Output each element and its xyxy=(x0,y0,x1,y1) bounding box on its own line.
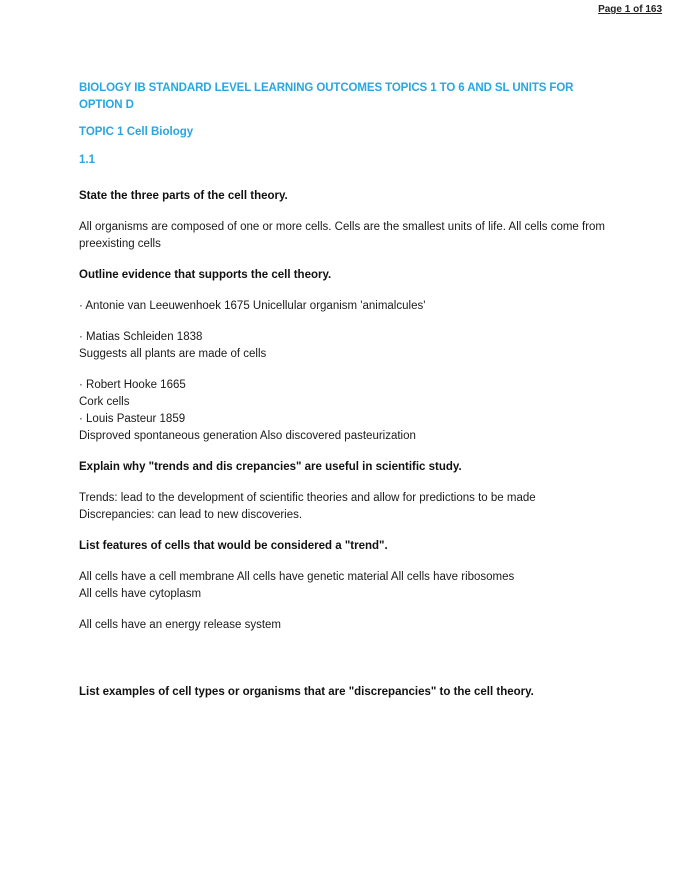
answer-paragraph: All cells have a cell membrane All cells have genetic material All cells have ribosomes xyxy=(79,571,515,583)
question-heading: State the three parts of the cell theory. xyxy=(79,190,288,202)
question-heading: List examples of cell types or organisms that are "discrepancies" to the cell theory. xyxy=(79,686,534,698)
topic-heading: TOPIC 1 Cell Biology xyxy=(79,126,194,138)
evidence-item: · Antonie van Leeuwenhoek 1675 Unicellular organism 'animalcules' xyxy=(79,300,426,312)
question-heading: Explain why "trends and dis crepancies" are useful in scientific study. xyxy=(79,461,462,473)
document-title: BIOLOGY IB STANDARD LEVEL LEARNING OUTCOMES TOPICS 1 TO 6 AND SL UNITS FOR OPTION D xyxy=(79,82,574,111)
evidence-detail: Cork cells xyxy=(79,396,130,408)
page-number: Page 1 of 163 xyxy=(598,4,662,15)
answer-paragraph: All organisms are composed of one or more cells. Cells are the smallest units of life. All cells come from preexisting cells xyxy=(79,221,606,250)
answer-paragraph: All cells have cytoplasm xyxy=(79,588,202,600)
answer-paragraph: All cells have an energy release system xyxy=(79,619,281,631)
evidence-detail: Disproved spontaneous generation Also discovered pasteurization xyxy=(79,430,416,442)
question-heading: Outline evidence that supports the cell theory. xyxy=(79,269,332,281)
evidence-item: · Robert Hooke 1665 xyxy=(79,379,186,391)
answer-paragraph: Discrepancies: can lead to new discoveries. xyxy=(79,509,303,521)
document-content xyxy=(79,80,619,701)
section-heading: 1.1 xyxy=(79,154,95,166)
question-heading: List features of cells that would be considered a "trend". xyxy=(79,540,388,552)
evidence-detail: Suggests all plants are made of cells xyxy=(79,348,267,360)
evidence-item: · Louis Pasteur 1859 xyxy=(79,413,186,425)
evidence-item: · Matias Schleiden 1838 xyxy=(79,331,203,343)
answer-paragraph: Trends: lead to the development of scientific theories and allow for predictions to be made xyxy=(79,492,536,504)
